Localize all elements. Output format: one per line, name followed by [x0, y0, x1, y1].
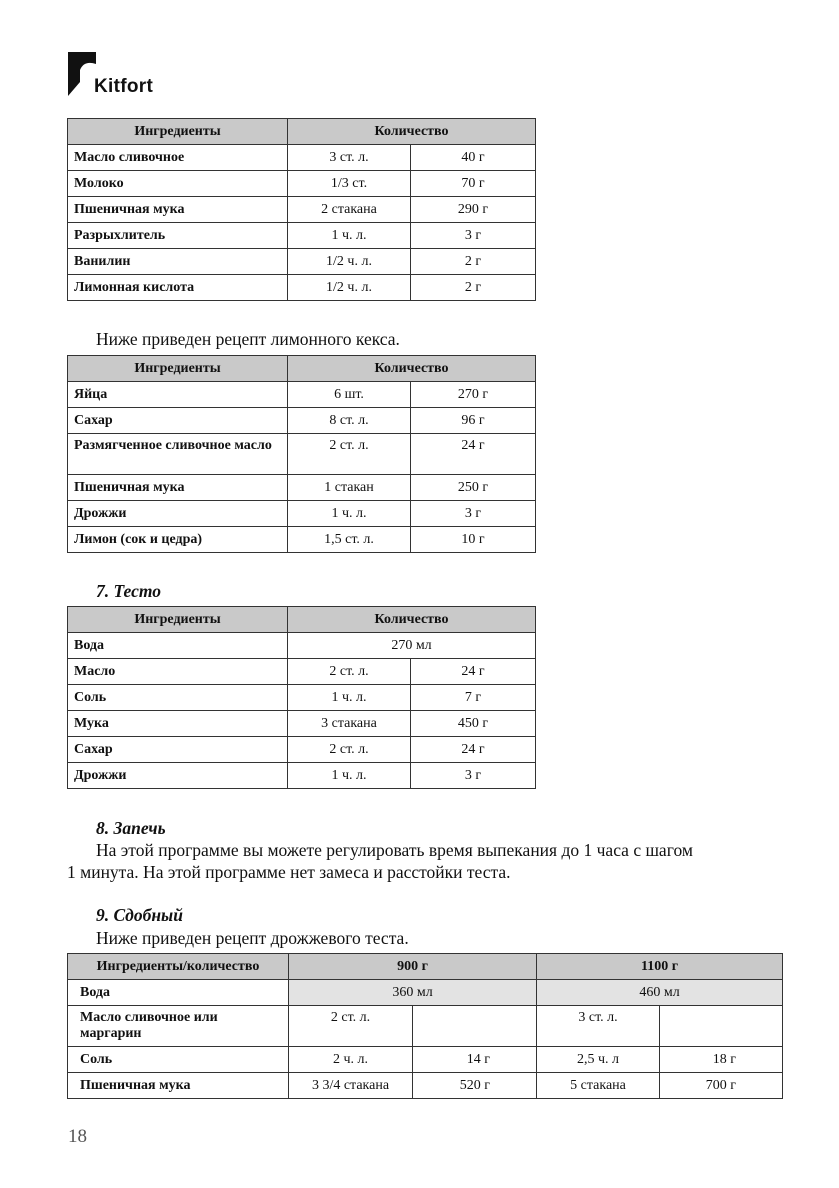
- quantity-weight: 2 г: [411, 249, 536, 275]
- ingredient-name: Лимон (сок и цедра): [68, 527, 288, 553]
- quantity-weight: 290 г: [411, 197, 536, 223]
- quantity-weight: 40 г: [411, 145, 536, 171]
- brand-name: Kitfort: [94, 76, 154, 97]
- ingredient-name: Вода: [68, 633, 288, 659]
- ingredient-name: Масло сливочное или маргарин: [68, 1006, 289, 1047]
- quantity-weight: 70 г: [411, 171, 536, 197]
- yeast-dough-table: [67, 953, 783, 1099]
- ingredient-name: Соль: [68, 685, 288, 711]
- quantity-measure: 1/2 ч. л.: [288, 249, 411, 275]
- table-header: [68, 954, 783, 980]
- quantity-1100g: 460 мл: [537, 980, 783, 1006]
- quantity-weight: 2 г: [411, 275, 536, 301]
- table-row: [68, 685, 536, 711]
- header-ingredients-quantity: Ингредиенты/количество: [68, 954, 289, 980]
- quantity-900g-measure: 2 ст. л.: [289, 1006, 413, 1047]
- table-row: [68, 711, 536, 737]
- quantity-weight: 7 г: [411, 685, 536, 711]
- table-row: [68, 382, 536, 408]
- quantity-measure: 8 ст. л.: [288, 408, 411, 434]
- section-9-intro: Ниже приведен рецепт дрожжевого теста.: [96, 928, 409, 948]
- table-row: [68, 1073, 783, 1099]
- table-row: [68, 1047, 783, 1073]
- ingredient-name: Масло сливочное: [68, 145, 288, 171]
- header-quantity: Количество: [288, 607, 536, 633]
- ingredient-name: Соль: [68, 1047, 289, 1073]
- quantity-weight: 450 г: [411, 711, 536, 737]
- ingredient-name: Пшеничная мука: [68, 1073, 289, 1099]
- quantity-900g-measure: 2 ч. л.: [289, 1047, 413, 1073]
- quantity-measure: 3 стакана: [288, 711, 411, 737]
- ingredient-name: Дрожжи: [68, 763, 288, 789]
- table-row: [68, 633, 536, 659]
- table-row: [68, 737, 536, 763]
- quantity-1100g-weight: [660, 1006, 783, 1047]
- quantity-weight: 3 г: [411, 223, 536, 249]
- ingredients-table-2: [67, 355, 536, 553]
- ingredient-name: Масло: [68, 659, 288, 685]
- quantity-weight: 270 г: [411, 382, 536, 408]
- quantity-measure: 1 стакан: [288, 475, 411, 501]
- table-row: [68, 763, 536, 789]
- quantity-weight: 24 г: [411, 434, 536, 475]
- page-number: 18: [68, 1126, 87, 1147]
- quantity-weight: 3 г: [411, 501, 536, 527]
- quantity-weight: 24 г: [411, 737, 536, 763]
- table-row: [68, 527, 536, 553]
- header-ingredients: Ингредиенты: [68, 356, 288, 382]
- quantity-measure: 2 стакана: [288, 197, 411, 223]
- quantity-900g-weight: [413, 1006, 537, 1047]
- ingredient-name: Вода: [68, 980, 289, 1006]
- table-row: [68, 1006, 783, 1047]
- quantity-measure: 1,5 ст. л.: [288, 527, 411, 553]
- ingredients-table-1: [67, 118, 536, 301]
- ingredient-name: Мука: [68, 711, 288, 737]
- section-7-title: 7. Тесто: [96, 581, 161, 601]
- quantity-measure: 1 ч. л.: [288, 763, 411, 789]
- header-1100g: 1100 г: [537, 954, 783, 980]
- quantity-900g-weight: 14 г: [413, 1047, 537, 1073]
- quantity-weight: 10 г: [411, 527, 536, 553]
- quantity-measure: 2 ст. л.: [288, 659, 411, 685]
- table-row: [68, 659, 536, 685]
- quantity-measure: 1 ч. л.: [288, 501, 411, 527]
- quantity-measure: 1 ч. л.: [288, 685, 411, 711]
- header-ingredients: Ингредиенты: [68, 607, 288, 633]
- quantity-weight: 24 г: [411, 659, 536, 685]
- header-quantity: Количество: [288, 356, 536, 382]
- table-row: [68, 408, 536, 434]
- quantity-weight: 3 г: [411, 763, 536, 789]
- table-row: [68, 171, 536, 197]
- ingredient-name: Яйца: [68, 382, 288, 408]
- quantity-900g-weight: 520 г: [413, 1073, 537, 1099]
- header-900g: 900 г: [289, 954, 537, 980]
- quantity-measure: 1/3 ст.: [288, 171, 411, 197]
- table-row: [68, 501, 536, 527]
- quantity-measure: 1 ч. л.: [288, 223, 411, 249]
- quantity-measure: 6 шт.: [288, 382, 411, 408]
- quantity-measure: 2 ст. л.: [288, 737, 411, 763]
- table-row: [68, 145, 536, 171]
- header-ingredients: Ингредиенты: [68, 119, 288, 145]
- quantity-measure: 2 ст. л.: [288, 434, 411, 475]
- header-quantity: Количество: [288, 119, 536, 145]
- table-row: [68, 475, 536, 501]
- ingredient-name: Пшеничная мука: [68, 197, 288, 223]
- ingredients-table-3: [67, 606, 536, 789]
- section-8-text-line-1: На этой программе вы можете регулировать время выпекания до 1 часа с шагом: [96, 840, 693, 860]
- ingredient-name: Сахар: [68, 737, 288, 763]
- section-8-title: 8. Запечь: [96, 818, 166, 838]
- quantity-measure: 3 ст. л.: [288, 145, 411, 171]
- ingredient-name: Лимонная кислота: [68, 275, 288, 301]
- section-9-title: 9. Сдобный: [96, 905, 183, 925]
- lemon-cake-intro: Ниже приведен рецепт лимонного кекса.: [96, 329, 400, 349]
- quantity-1100g-measure: 5 стакана: [537, 1073, 660, 1099]
- quantity-1100g-weight: 700 г: [660, 1073, 783, 1099]
- ingredient-name: Дрожжи: [68, 501, 288, 527]
- table-row: [68, 197, 536, 223]
- ingredient-name: Ванилин: [68, 249, 288, 275]
- quantity-weight: 250 г: [411, 475, 536, 501]
- quantity-weight: 96 г: [411, 408, 536, 434]
- table-header: [68, 356, 536, 382]
- ingredient-name: Молоко: [68, 171, 288, 197]
- quantity-volume: 270 мл: [288, 633, 536, 659]
- table-header: [68, 607, 536, 633]
- table-row: [68, 275, 536, 301]
- quantity-1100g-measure: 3 ст. л.: [537, 1006, 660, 1047]
- quantity-1100g-measure: 2,5 ч. л: [537, 1047, 660, 1073]
- ingredient-name: Размягченное сливочное масло: [68, 434, 288, 475]
- table-row: [68, 249, 536, 275]
- table-row: [68, 434, 536, 475]
- quantity-1100g-weight: 18 г: [660, 1047, 783, 1073]
- ingredient-name: Сахар: [68, 408, 288, 434]
- table-row: [68, 980, 783, 1006]
- table-header: [68, 119, 536, 145]
- quantity-900g: 360 мл: [289, 980, 537, 1006]
- section-8-text-line-2: 1 минута. На этой программе нет замеса и расстойки теста.: [67, 862, 511, 882]
- quantity-measure: 1/2 ч. л.: [288, 275, 411, 301]
- table-row: [68, 223, 536, 249]
- ingredient-name: Пшеничная мука: [68, 475, 288, 501]
- ingredient-name: Разрыхлитель: [68, 223, 288, 249]
- quantity-900g-measure: 3 3/4 стакана: [289, 1073, 413, 1099]
